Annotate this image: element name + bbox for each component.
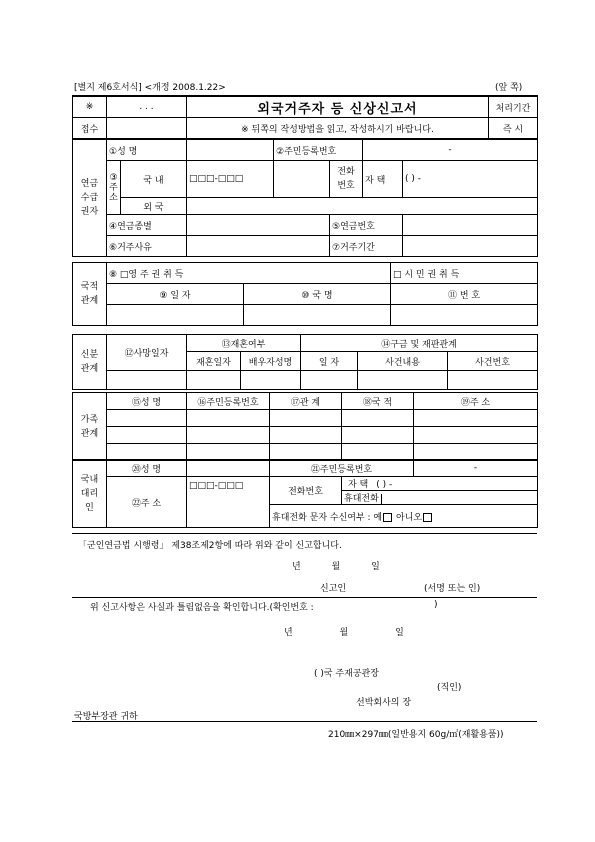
family-section: 가족 관계 [73, 393, 107, 461]
sms-consent[interactable] [270, 505, 538, 528]
consul-label: ( )국 주재공관장 [314, 669, 379, 679]
captain-label: 선박회사의 장 [356, 698, 412, 708]
pensioner-section: 연금 수급 권자 [73, 140, 107, 257]
domestic-label: 국 내 [121, 161, 187, 198]
nat-country-label: ⑩ 국 명 [244, 284, 391, 305]
receipt-mark: ※ [73, 96, 107, 118]
form-title: 외국거주자 등 신상신고서 [187, 96, 489, 118]
perm-residency[interactable]: ⑧ □영 주 권 취 득 [107, 263, 391, 284]
family-cell[interactable] [414, 444, 538, 461]
family-cell[interactable] [414, 427, 538, 444]
family-rel-label: ⑰관 계 [270, 393, 342, 410]
abroad-label: 외 국 [121, 198, 187, 215]
nat-number-label: ⑪ 번 호 [391, 284, 538, 305]
remarry-date-field[interactable] [187, 371, 241, 390]
family-cell[interactable] [342, 444, 414, 461]
agent-name-label: ⑳성 명 [107, 460, 187, 477]
receipt-blank [107, 118, 187, 139]
agent-rrn-label: ㉑주민등록번호 [270, 460, 414, 477]
nat-date-label: ⑨ 일 자 [107, 284, 244, 305]
form-number: [별지 제6호서식] <개정 2008.1.22> [74, 83, 226, 93]
family-cell[interactable] [187, 444, 270, 461]
family-rrn-label: ⑯주민등록번호 [187, 393, 270, 410]
process-label: 처리기간 [489, 96, 538, 118]
form-note: ※ 뒤쪽의 작성방법을 읽고, 작성하시기 바랍니다. [187, 118, 489, 139]
nat-number-field[interactable] [391, 305, 538, 326]
receipt-label: 접수 [73, 118, 107, 139]
family-cell[interactable] [270, 444, 342, 461]
family-cell[interactable] [270, 427, 342, 444]
domestic-zip[interactable]: □□□-□□□ [187, 161, 274, 198]
nat-date-field[interactable] [107, 305, 244, 326]
family-cell[interactable] [414, 410, 538, 427]
pensioner-table [72, 139, 538, 257]
abroad-address-field[interactable] [187, 198, 538, 215]
header-table [72, 95, 538, 139]
family-row[interactable] [107, 410, 187, 427]
case-date-label: 일 자 [301, 352, 358, 371]
family-cell[interactable] [342, 410, 414, 427]
sms-label: 휴대전화 문자 수신여부 : 예 [272, 512, 383, 523]
sms-no-label: 아니오 [396, 512, 423, 523]
declaration-date[interactable]: 년 월 일 [292, 562, 380, 572]
declarant-label: 신고인 [320, 584, 347, 594]
page-side: (앞 쪽) [495, 83, 523, 93]
agent-name-field[interactable] [187, 460, 270, 477]
confirm-date[interactable]: 년 월 일 [284, 628, 404, 638]
citizenship[interactable]: □ 시 민 권 취 득 [391, 263, 538, 284]
agent-section: 국내 대리 인 [73, 460, 107, 528]
recipient: 국방부장관 귀하 [74, 712, 138, 722]
receipt-date: . . . [107, 96, 187, 118]
nat-country-field[interactable] [244, 305, 391, 326]
family-row[interactable] [107, 427, 187, 444]
pension-type-label: ④연금종별 [107, 215, 187, 236]
pension-no-field[interactable] [403, 215, 538, 236]
pension-type-field[interactable] [187, 215, 330, 236]
status-table [72, 334, 538, 390]
reason-label: ⑥거주사유 [107, 236, 187, 257]
nationality-section: 국적 관계 [73, 263, 107, 326]
agent-home-field[interactable]: ( ) - [376, 480, 393, 490]
declaration-text: 「군인연금법 시행령」 제38조제2항에 따라 위와 같이 신고합니다. [78, 541, 342, 551]
spouse-name-label: 배우자성명 [241, 352, 301, 371]
official-seal: (직인) [437, 683, 462, 693]
declarant-signature[interactable]: (서명 또는 인) [424, 584, 481, 594]
agent-phone-label: 전화번호 [270, 477, 342, 505]
family-cell[interactable] [187, 427, 270, 444]
family-cell[interactable] [342, 427, 414, 444]
agent-phone-field[interactable] [342, 477, 538, 505]
remarry-date-label: 재혼일자 [187, 352, 241, 371]
death-date-field[interactable] [107, 371, 187, 390]
agent-addr-field[interactable]: □□□-□□□ [187, 477, 270, 528]
process-value: 즉 시 [489, 118, 538, 139]
family-nation-label: ⑱국 적 [342, 393, 414, 410]
home-phone-field[interactable]: ( ) - [403, 161, 538, 198]
spouse-name-field[interactable] [241, 371, 301, 390]
rrn-label: ②주민등록번호 [274, 140, 363, 161]
phone-label: 전화 번호 [330, 161, 363, 198]
sms-no-checkbox[interactable] [423, 513, 432, 522]
nationality-table [72, 262, 538, 326]
confirm-close: ) [434, 600, 438, 610]
paper-spec: 210㎜×297㎜(일반용지 60g/㎡(재활용품)) [328, 730, 504, 740]
name-field[interactable] [187, 140, 274, 161]
reason-field[interactable] [187, 236, 330, 257]
family-table [72, 392, 538, 461]
agent-home-label: 자 택 [348, 480, 369, 490]
confirm-block [72, 597, 537, 722]
name-label: ①성 명 [107, 140, 187, 161]
case-number-label: 사건번호 [448, 352, 538, 371]
family-name-label: ⑮성 명 [107, 393, 187, 410]
remarriage-label: ⑬재혼여부 [187, 335, 301, 352]
death-date-label: ⑫사망일자 [107, 335, 187, 371]
address-label: ③ 주 소 [107, 161, 121, 215]
home-label: 자 택 [363, 161, 403, 198]
agent-table [72, 459, 538, 528]
pension-no-label: ⑤연금번호 [330, 215, 403, 236]
rrn-field[interactable]: - [363, 140, 538, 161]
confirm-text: 위 신고사항은 사실과 틀림없음을 확인합니다.(확인번호 : [90, 603, 314, 613]
declaration-block [72, 533, 537, 598]
agent-addr-label: ㉒주 소 [107, 477, 187, 528]
family-addr-label: ⑲주 소 [414, 393, 538, 410]
case-date-field[interactable] [301, 371, 358, 390]
agent-rrn-field[interactable]: - [414, 460, 538, 477]
status-section: 신분 관계 [73, 335, 107, 390]
agent-mobile-label: 휴대전화 [342, 494, 382, 504]
period-label: ⑦거주기간 [330, 236, 403, 257]
domestic-address-field[interactable] [274, 161, 330, 198]
case-content-field[interactable] [358, 371, 448, 390]
case-number-field[interactable] [448, 371, 538, 390]
family-cell[interactable] [187, 410, 270, 427]
sms-yes-checkbox[interactable] [383, 513, 392, 522]
family-row[interactable] [107, 444, 187, 461]
detention-label: ⑭구금 및 재판관계 [301, 335, 538, 352]
case-content-label: 사건내용 [358, 352, 448, 371]
period-field[interactable] [403, 236, 538, 257]
family-cell[interactable] [270, 410, 342, 427]
